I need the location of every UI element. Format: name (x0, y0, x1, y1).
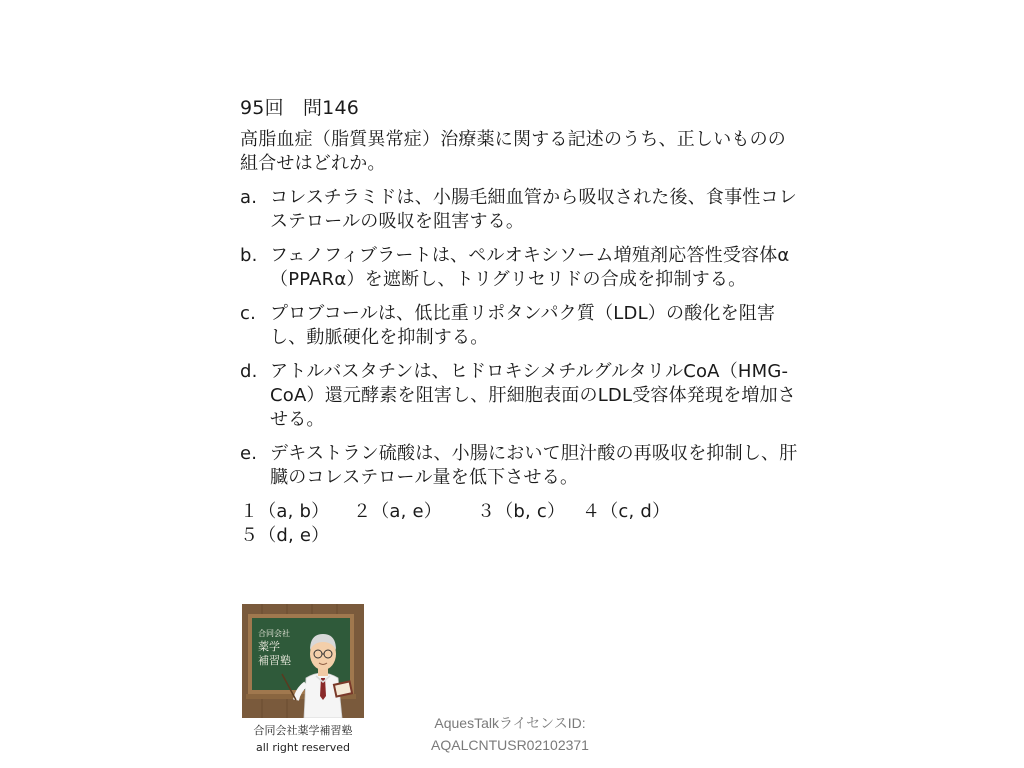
copyright-notice: all right reserved (255, 741, 351, 754)
option-text: コレスチラミドは、小腸毛細血管から吸収された後、食事性コレステロールの吸収を阻害する。 (270, 187, 797, 232)
choice-row (240, 524, 800, 548)
option-text: デキストラン硫酸は、小腸において胆汁酸の再吸収を抑制し、肝臓のコレステロール量を低下させる。 (270, 443, 798, 488)
choice-4: ４（c, d） (582, 501, 671, 522)
logo-caption (230, 722, 376, 756)
copyright-company: 合同会社薬学補習塾 (253, 724, 353, 737)
license-label: AquesTalkライセンスID: (434, 715, 586, 731)
option-d (240, 360, 800, 432)
choice-1: １（a, b） (240, 501, 330, 522)
option-letter: e. (240, 443, 258, 464)
license-id: AQALCNTUSR02102371 (431, 737, 589, 753)
board-text-line-1: 合同会社 (258, 629, 290, 638)
option-letter: a. (240, 187, 258, 208)
option-text: アトルバスタチンは、ヒドロキシメチルグルタリルCoA（HMG-CoA）還元酵素を阻害し、肝細胞表面のLDL受容体発現を増加させる。 (270, 361, 797, 430)
option-e (240, 442, 800, 490)
question-number: 95回 問146 (240, 97, 360, 119)
answer-choices (240, 500, 800, 548)
board-text-line-3: 補習塾 (258, 654, 291, 667)
question-block (240, 96, 800, 548)
option-letter: c. (240, 303, 257, 324)
option-letter: d. (240, 361, 258, 382)
choice-row (240, 500, 800, 524)
board-text-line-2: 薬学 (258, 640, 280, 653)
option-a (240, 186, 800, 234)
teacher-chalkboard-icon (242, 604, 364, 718)
option-b (240, 244, 800, 292)
license-info (410, 712, 610, 756)
choice-2: ２（a, e） (353, 501, 442, 522)
company-logo (242, 604, 364, 718)
option-letter: b. (240, 245, 258, 266)
choice-3: ３（b, c） (477, 501, 566, 522)
option-c (240, 302, 800, 350)
question-stem: 高脂血症（脂質異常症）治療薬に関する記述のうち、正しいものの組合せはどれか。 (240, 129, 786, 174)
choice-5: ５（d, e） (240, 525, 330, 546)
option-text: プロブコールは、低比重リポタンパク質（LDL）の酸化を阻害し、動脈硬化を抑制する。 (270, 303, 776, 348)
option-text: フェノフィブラートは、ペルオキシソーム増殖剤応答性受容体α（PPARα）を遮断し、トリグリセリドの合成を抑制する。 (270, 245, 790, 290)
